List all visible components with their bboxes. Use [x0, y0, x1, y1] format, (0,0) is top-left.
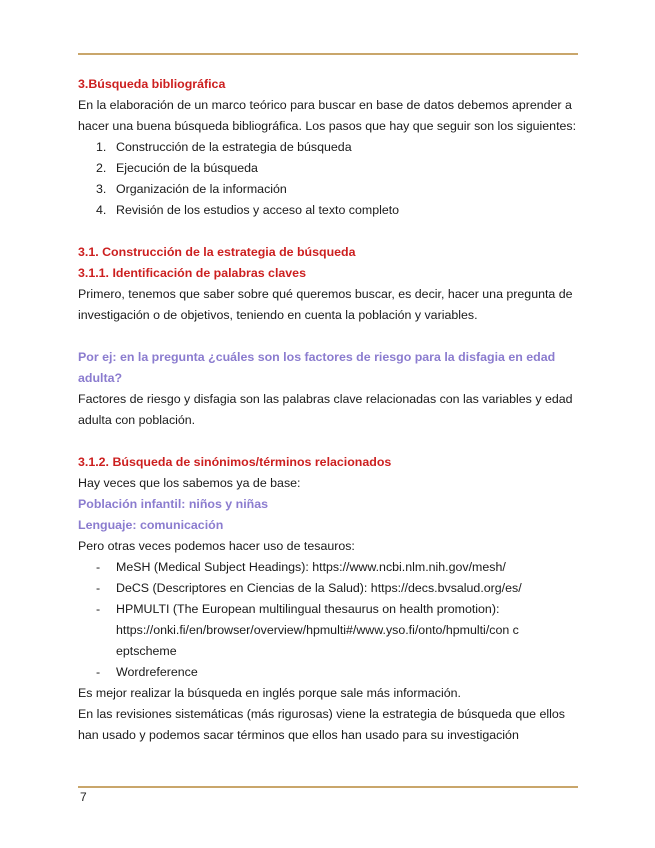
bullet-dash: - [96, 560, 101, 574]
step-item [78, 179, 578, 200]
bullet-dash: - [96, 602, 101, 616]
intro-line-2: hacer una buena búsqueda bibliográfica. Los pasos que hay que seguir son los siguientes: [78, 119, 577, 133]
spacer [78, 221, 578, 242]
intro-line-1: En la elaboración de un marco teórico para buscar en base de datos debemos aprender a [78, 98, 572, 112]
thesaurus-item-decs [78, 578, 578, 599]
step-item [78, 200, 578, 221]
example-question-line-1: Por ej: en la pregunta ¿cuáles son los factores de riesgo para la disfagia en edad [78, 350, 556, 364]
thesaurus-text: HPMULTI (The European multilingual thesaurus on health promotion): [116, 602, 500, 616]
step-number: 4. [96, 203, 107, 217]
step-text: Ejecución de la búsqueda [116, 161, 258, 175]
step-item [78, 158, 578, 179]
thesaurus-item-wordreference [78, 662, 578, 683]
spacer [78, 431, 578, 452]
step-text: Organización de la información [116, 182, 287, 196]
keywords-line-1: Primero, tenemos que saber sobre qué queremos buscar, es decir, hacer una pregunta de [78, 287, 573, 301]
keywords-line-2: investigación o de objetivos, teniendo en cuenta la población y variables. [78, 308, 478, 322]
step-text: Revisión de los estudios y acceso al texto completo [116, 203, 400, 217]
step-number: 1. [96, 140, 107, 154]
header-rule [78, 53, 578, 55]
closing-line-3: han usado y podemos sacar términos que ellos han usado para su investigación [78, 728, 519, 742]
section-3-1-2-heading: 3.1.2. Búsqueda de sinónimos/términos relacionados [78, 455, 392, 469]
thesaurus-item-hpmulti [78, 599, 578, 620]
thesaurus-item-mesh [78, 557, 578, 578]
page-number: 7 [80, 790, 87, 804]
thesaurus-url-line [78, 620, 578, 641]
thesaurus-url: https://onki.fi/en/browser/overview/hpmulti#/www.yso.fi/onto/hpmulti/con c [116, 623, 519, 637]
spacer [78, 326, 578, 347]
thesaurus-url-line [78, 641, 578, 662]
bullet-dash: - [96, 581, 101, 595]
closing-line-2: En las revisiones sistemáticas (más rigurosas) viene la estrategia de búsqueda que ellos [78, 707, 565, 721]
page-content [78, 74, 578, 746]
thesaurus-text: Wordreference [116, 665, 198, 679]
step-number: 3. [96, 182, 107, 196]
example-question-line-2: adulta? [78, 371, 123, 385]
step-number: 2. [96, 161, 107, 175]
bullet-dash: - [96, 665, 101, 679]
synonym-example-2: Lenguaje: comunicación [78, 518, 224, 532]
thesaurus-text: DeCS (Descriptores en Ciencias de la Salud): https://decs.bvsalud.org/es/ [116, 581, 522, 595]
footer-rule [78, 786, 578, 788]
section-3-1-heading: 3.1. Construcción de la estrategia de búsqueda [78, 245, 356, 259]
keywords-explanation-1: Factores de riesgo y disfagia son las palabras clave relacionadas con las variables y edad [78, 392, 573, 406]
step-item [78, 137, 578, 158]
synonyms-line-2: Pero otras veces podemos hacer uso de tesauros: [78, 539, 355, 553]
closing-line-1: Es mejor realizar la búsqueda en inglés porque sale más información. [78, 686, 461, 700]
thesaurus-url: eptscheme [116, 644, 177, 658]
section-3-1-1-heading: 3.1.1. Identificación de palabras claves [78, 266, 306, 280]
synonyms-line-1: Hay veces que los sabemos ya de base: [78, 476, 301, 490]
section-3-heading: 3.Búsqueda bibliográfica [78, 77, 226, 91]
keywords-explanation-2: adulta con población. [78, 413, 196, 427]
thesaurus-text: MeSH (Medical Subject Headings): https://www.ncbi.nlm.nih.gov/mesh/ [116, 560, 506, 574]
synonym-example-1: Población infantil: niños y niñas [78, 497, 269, 511]
step-text: Construcción de la estrategia de búsqueda [116, 140, 352, 154]
